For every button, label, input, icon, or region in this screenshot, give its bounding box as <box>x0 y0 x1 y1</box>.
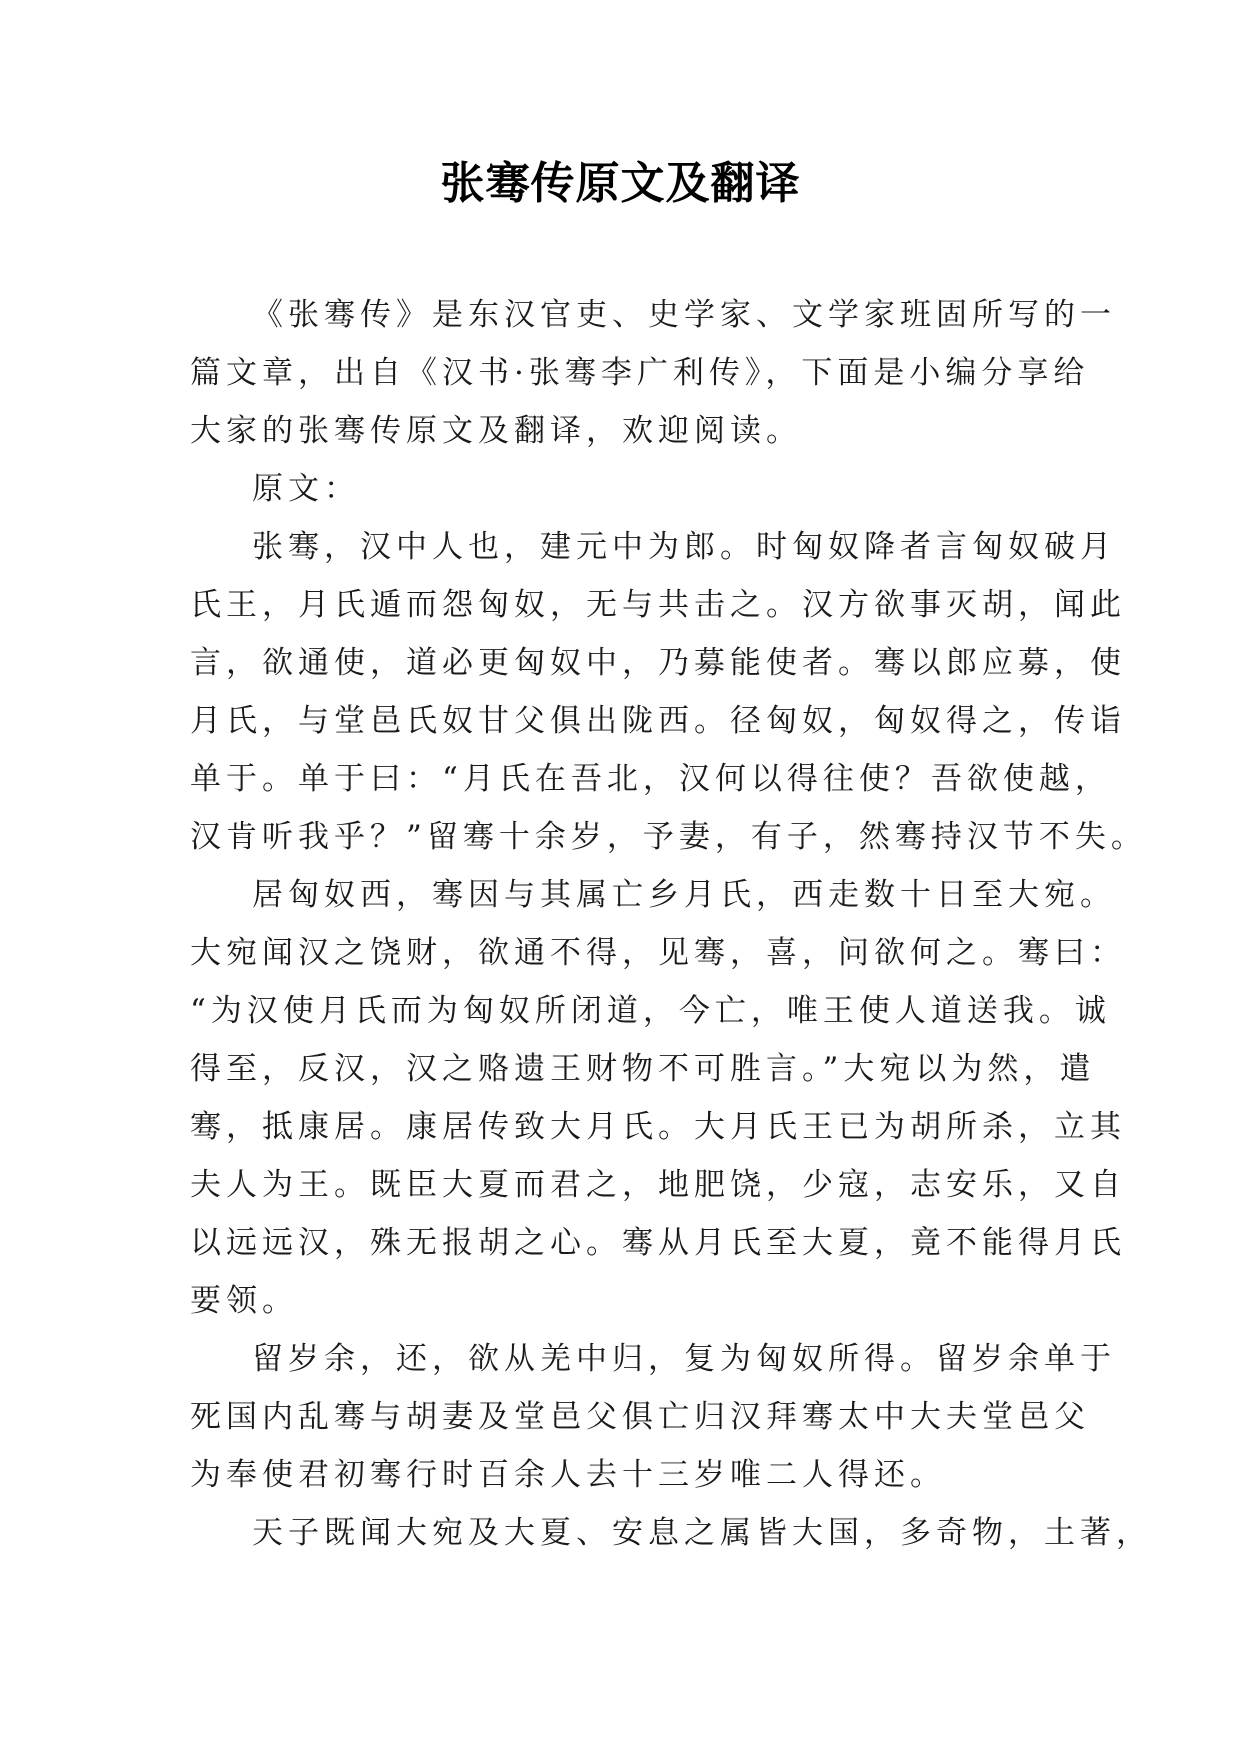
text-line: 居匈奴西，骞因与其属亡乡月氏，西走数十日至大宛。 <box>252 877 1116 913</box>
text-line: 单于。单于曰：“月氏在吾北，汉何以得往使？吾欲使越， <box>190 761 1111 797</box>
text-line: 汉肯听我乎？”留骞十余岁，予妻，有子，然骞持汉节不失。 <box>190 819 1147 855</box>
document-title: 张骞传原文及翻译 <box>440 158 801 209</box>
text-line: 以远远汉，殊无报胡之心。骞从月氏至大夏，竟不能得月氏 <box>190 1225 1126 1261</box>
text-line: 死国内乱骞与胡妻及堂邑父俱亡归汉拜骞太中大夫堂邑父 <box>190 1399 1090 1435</box>
text-line: 骞，抵康居。康居传致大月氏。大月氏王已为胡所杀，立其 <box>190 1109 1126 1145</box>
text-line: “为汉使月氏而为匈奴所闭道，今亡，唯王使人道送我。诚 <box>190 993 1111 1029</box>
text-line: 夫人为王。既臣大夏而君之，地肥饶，少寇，志安乐，又自 <box>190 1167 1126 1203</box>
text-line: 大家的张骞传原文及翻译，欢迎阅读。 <box>190 413 802 449</box>
text-line: 月氏，与堂邑氏奴甘父俱出陇西。径匈奴，匈奴得之，传诣 <box>190 703 1126 739</box>
text-line: 留岁余，还，欲从羌中归，复为匈奴所得。留岁余单于 <box>252 1341 1116 1377</box>
paragraph-original-3 <box>190 1330 1116 1504</box>
document-body <box>190 286 1152 1562</box>
paragraph-intro <box>190 286 1116 460</box>
text-line: 大宛闻汉之饶财，欲通不得，见骞，喜，问欲何之。骞曰： <box>190 935 1126 971</box>
paragraph-original-2 <box>190 866 1126 1330</box>
text-line: 得至，反汉，汉之赂遗王财物不可胜言。”大宛以为然，遣 <box>190 1051 1096 1087</box>
text-line: 要领。 <box>190 1283 298 1319</box>
paragraph-original-1 <box>190 518 1147 866</box>
text-line: 篇文章，出自《汉书·张骞李广利传》，下面是小编分享给 <box>190 355 1090 391</box>
text-line: 氏王，月氏遁而怨匈奴，无与共击之。汉方欲事灭胡，闻此 <box>190 587 1126 623</box>
text-line: 言，欲通使，道必更匈奴中，乃募能使者。骞以郎应募，使 <box>190 645 1126 681</box>
paragraph-original-heading <box>190 460 1050 518</box>
paragraph-original-4 <box>190 1504 1152 1562</box>
section-heading: 原文： <box>252 471 360 507</box>
text-line: 张骞，汉中人也，建元中为郎。时匈奴降者言匈奴破月 <box>252 529 1116 565</box>
text-line: 《张骞传》是东汉官吏、史学家、文学家班固所写的一 <box>252 297 1116 333</box>
text-line: 为奉使君初骞行时百余人去十三岁唯二人得还。 <box>190 1457 946 1493</box>
text-line: 天子既闻大宛及大夏、安息之属皆大国，多奇物，土著， <box>252 1515 1152 1551</box>
